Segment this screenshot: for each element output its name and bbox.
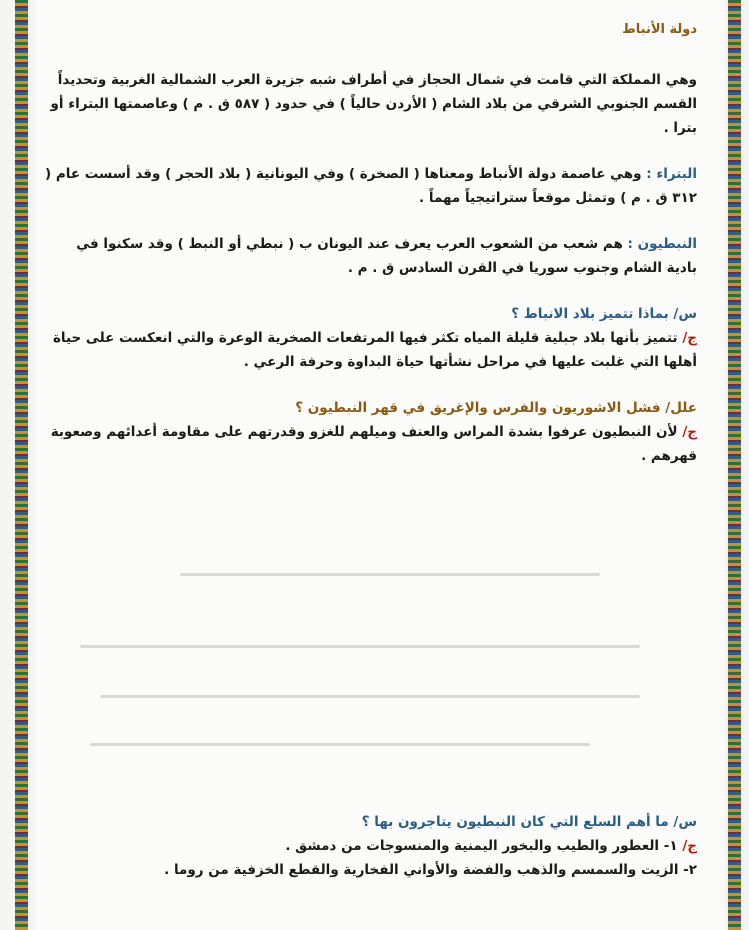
answer-1-label: ج/ [682, 330, 697, 346]
question-2: علل/ فشل الاشوريون والفرس والإغريق في قهر النبطيون ؟ [295, 400, 697, 416]
question-1: س/ بماذا تتميز بلاد الانباط ؟ [511, 306, 697, 322]
answer-3-label: ج/ [682, 838, 697, 854]
petra-paragraph [44, 162, 697, 210]
intro-paragraph: وهي المملكة التي قامت في شمال الحجاز في أطراف شبه جزيرة العرب الشمالية الغربية وتحديداً القسم الجنوبي الشرقي من بلاد الشام ( الأردن حالياً ) في حدود ( ٥٨٧ ق . م ) وعاصمتها البتراء أو بترا . [50, 72, 697, 136]
page-title: دولة الأنباط [622, 22, 697, 37]
decorative-border-right [728, 0, 741, 930]
answer-2 [44, 420, 697, 468]
answer-3-line-1 [44, 834, 697, 858]
answer-2-text: لأن النبطيون عرفوا بشدة المراس والعنف وميلهم للغزو وقدرتهم على مقاومة أعدائهم وصعوبة قهرهم . [50, 424, 697, 464]
nabataeans-text: هم شعب من الشعوب العرب يعرف عند اليونان ب ( نبطي أو النبط ) وقد سكنوا في بادية الشام وجنوب سوريا في القرن السادس ق . م . [76, 236, 697, 276]
answer-1-text: تتميز بأنها بلاد جبلية قليلة المياه تكثر فيها المرتفعات الصخرية الوعرة والتي انعكست على حياة أهلها التي غلبت عليها في مراحل نشأتها حياة البداوة وحرفة الرعي . [52, 330, 697, 370]
decorative-border-left [15, 0, 28, 930]
question-3: س/ ما أهم السلع التي كان النبطيون يتاجرون بها ؟ [361, 814, 697, 830]
answer-1 [44, 326, 697, 374]
petra-text: وهي عاصمة دولة الأنباط ومعناها ( الصخرة ) وفي اليونانية ( بلاد الحجر ) وقد أسست عام ( ٣١٢ ق . م ) وتمثل موقعاً ستراتيجياً مهماً . [45, 166, 697, 206]
answer-3-item-2: ٢- الزيت والسمسم والذهب والفضة والأواني الفخارية والقطع الخزفية من روما . [164, 862, 697, 878]
nabataeans-paragraph [44, 232, 697, 280]
document-content [44, 18, 697, 490]
answer-2-label: ج/ [682, 424, 697, 440]
answer-3-item-1: ١- العطور والطيب والبخور اليمنية والمنسوجات من دمشق . [285, 838, 678, 854]
erased-text-region [80, 555, 689, 755]
trade-section [44, 810, 697, 882]
petra-term: البتراء : [646, 166, 697, 182]
nabataeans-term: النبطيون : [627, 236, 697, 252]
